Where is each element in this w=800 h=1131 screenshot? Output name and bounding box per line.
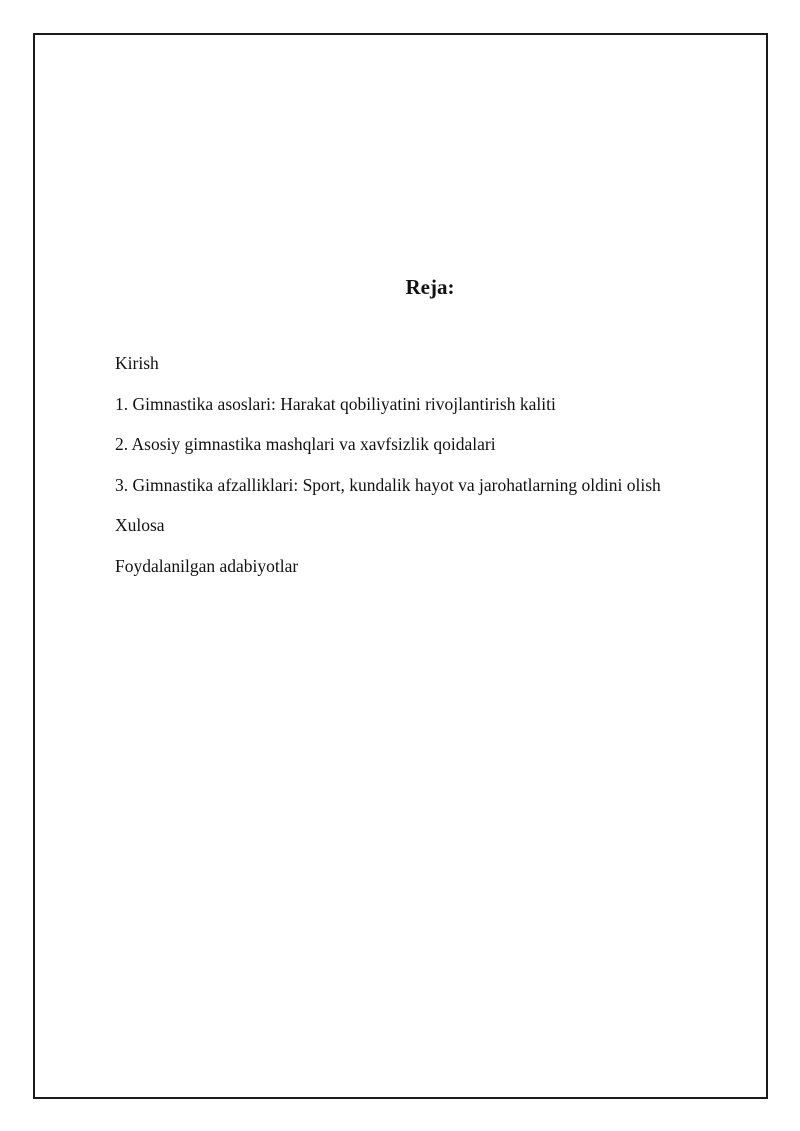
toc-item-3: 3. Gimnastika afzalliklari: Sport, kundalik hayot va jarohatlarning oldini olish <box>115 474 661 495</box>
table-of-contents <box>115 350 661 593</box>
toc-item-1: 1. Gimnastika asoslari: Harakat qobiliyatini rivojlantirish kaliti <box>115 393 556 414</box>
toc-item-conclusion: Xulosa <box>115 515 165 535</box>
toc-item-references: Foydalanilgan adabiyotlar <box>115 555 299 576</box>
toc-item-2: 2. Asosiy gimnastika mashqlari va xavfsizlik qoidalari <box>115 434 496 454</box>
page-title: Reja: <box>405 275 455 299</box>
toc-item-introduction: Kirish <box>115 353 159 373</box>
